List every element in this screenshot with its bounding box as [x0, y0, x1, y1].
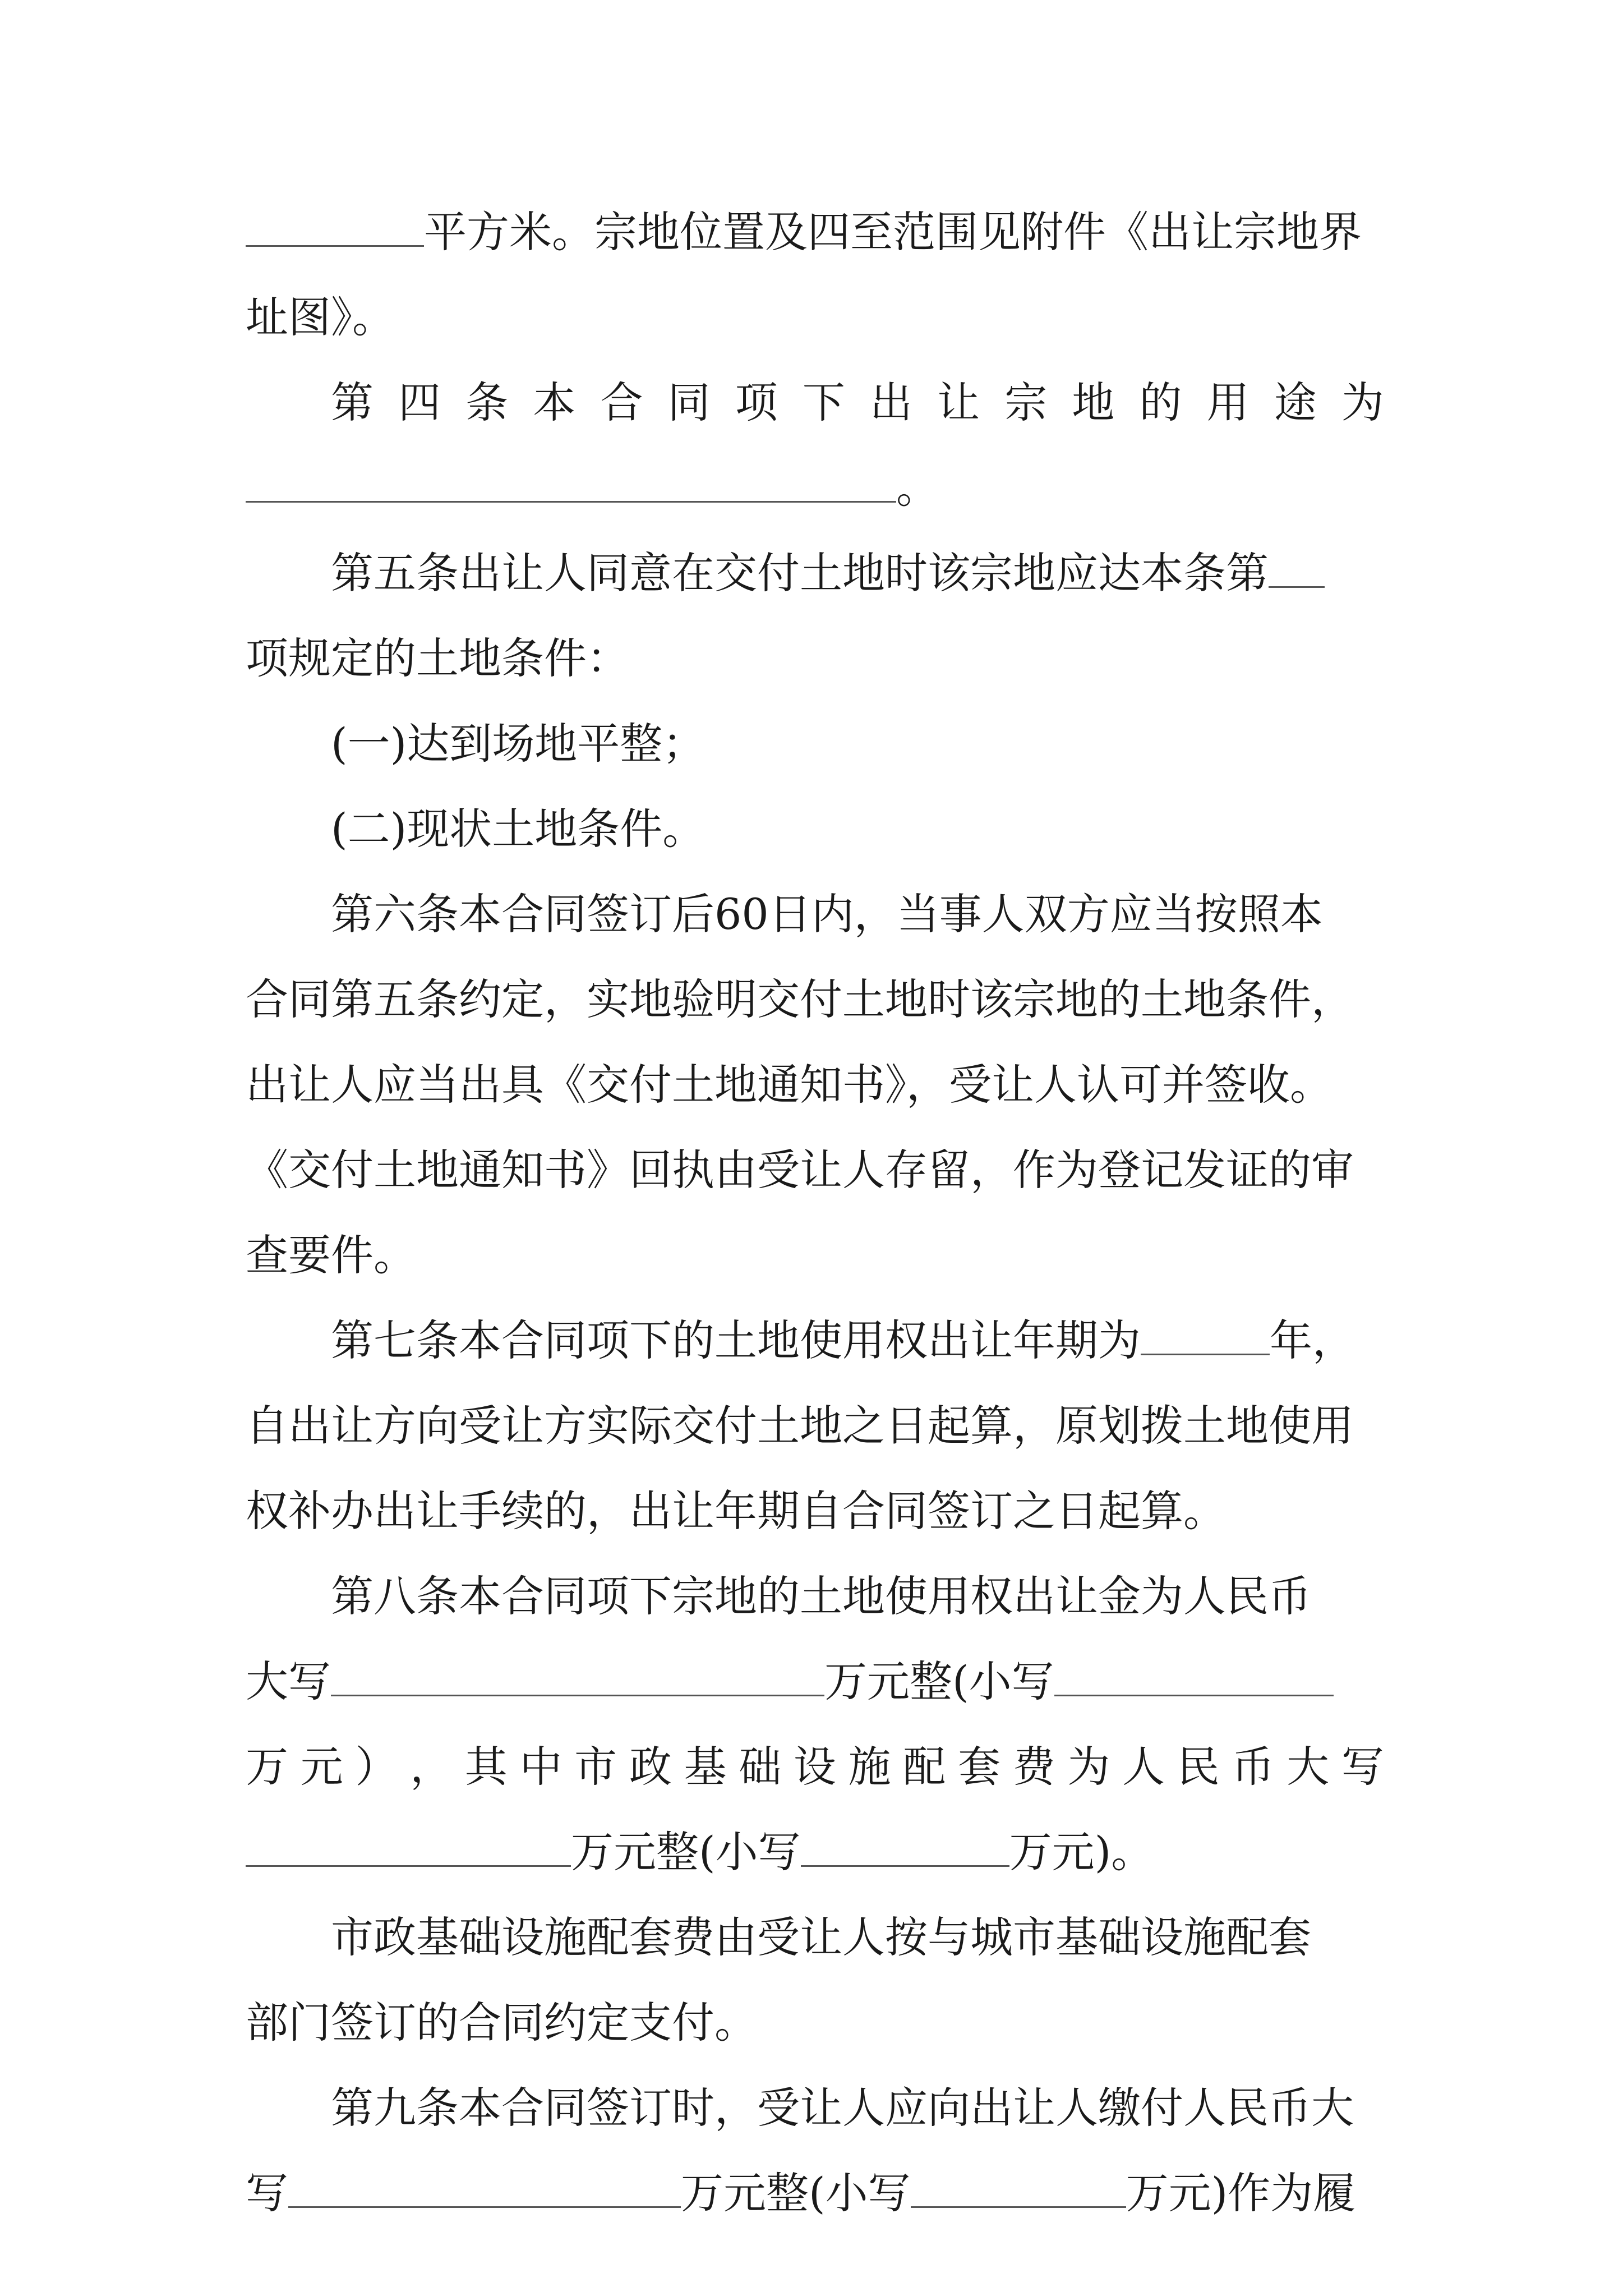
article-8-char: 人: [1122, 1742, 1165, 1792]
article-6-line-3: 出让人应当出具《交付土地通知书》，受让人认可并签收。: [246, 1060, 1332, 1110]
article-6-line-2: 合同第五条约定，实地验明交付土地时该宗地的土地条件，: [246, 974, 1354, 1024]
article-4-char: 为: [1341, 378, 1384, 427]
article-4-char: 用: [1206, 378, 1249, 427]
article-8-char: 民: [1177, 1742, 1220, 1792]
article-7-text: 第七条本合同项下的土地使用权出让年期为: [331, 1315, 1141, 1365]
article-4-char: 条: [465, 378, 509, 427]
infra-fee-line-1: 市政基础设施配套费由受让人按与城市基础设施配套: [331, 1912, 1311, 1962]
article-8-char: 大: [1287, 1742, 1330, 1792]
contract-text: [246, 190, 1384, 2236]
article-7-year-unit: 年，: [1270, 1315, 1355, 1365]
article-4-char: 下: [802, 378, 845, 427]
article-8-line-3: [246, 1724, 1384, 1810]
article-4-char: 地: [1072, 378, 1115, 427]
article-8-char: 套: [957, 1742, 1000, 1792]
article-4-char: 的: [1139, 378, 1182, 427]
blank-infra-lowercase: [801, 1832, 1009, 1867]
article-4-char: 项: [735, 378, 778, 427]
article-6-line-4: 《交付土地通知书》回执由受让人存留，作为登记发证的审: [246, 1145, 1354, 1195]
infra-fee-line-2: 部门签订的合同约定支付。: [246, 1998, 757, 2047]
article-4-char: 出: [870, 378, 912, 427]
article-7-line-1: [246, 1298, 1384, 1383]
article-8-spread: [246, 1724, 1384, 1810]
label-daxie: 大写: [246, 1657, 331, 1706]
article-8-line-1: 第八条本合同项下宗地的土地使用权出让金为人民币: [331, 1571, 1311, 1621]
article-8-char: 础: [739, 1742, 782, 1792]
blank-item-number: [1269, 553, 1325, 588]
line-map-ref: 址图》。: [246, 292, 395, 342]
article-4-char: 合: [600, 378, 643, 427]
article-8-char: 基: [684, 1742, 727, 1792]
article-4-char: 同: [667, 378, 711, 427]
label-wan-yuan-xiaoxie-2: 万元整(小写: [571, 1827, 801, 1877]
label-wan-yuan-close: 万元)。: [1009, 1827, 1154, 1877]
article-8-char: 写: [1341, 1742, 1384, 1792]
condition-item-2: (二)现状土地条件。: [331, 804, 706, 854]
article-4-heading: [246, 360, 1384, 445]
article-8-char: 政: [629, 1742, 672, 1792]
article-9-line-1: 第九条本合同签订时，受让人应向出让人缴付人民币大: [331, 2083, 1354, 2133]
line-article-4-blank: [246, 445, 1384, 531]
article-6-line-5: 查要件。: [246, 1230, 416, 1280]
article-8-char: 费: [1012, 1742, 1055, 1792]
blank-deposit-uppercase: [288, 2173, 681, 2208]
article-8-char: 币: [1232, 1742, 1275, 1792]
article-7-line-2: 自出让方向受让方实际交付土地之日起算，原划拨土地使用: [246, 1401, 1354, 1451]
article-8-char: 其: [464, 1742, 508, 1792]
line-area-tail: [246, 190, 1384, 275]
article-5-second-line: 项规定的土地条件：: [246, 633, 629, 683]
article-8-char: 施: [848, 1742, 891, 1792]
article-4-char: 四: [398, 378, 441, 427]
label-wan-yuan-xiaoxie-3: 万元整(小写: [681, 2168, 911, 2218]
article-5-first-line: [246, 531, 1384, 616]
article-8-char: ，: [410, 1742, 453, 1792]
article-8-char: 为: [1067, 1742, 1110, 1792]
article-4-char: 宗: [1004, 378, 1048, 427]
blank-land-use: [246, 467, 896, 503]
article-8-char: ）: [355, 1742, 398, 1792]
article-4-char: 本: [533, 378, 576, 427]
article-8-char: 万: [246, 1742, 288, 1792]
article-9-line-2: [246, 2151, 1384, 2236]
article-4-spread: [331, 360, 1384, 445]
blank-fee-lowercase: [1054, 1661, 1334, 1696]
article-5-text: 第五条出让人同意在交付土地时该宗地应达本条第: [331, 548, 1269, 598]
article-4-char: 第: [331, 378, 374, 427]
article-8-line-4: [246, 1810, 1384, 1895]
text-area-desc: 平方米。宗地位置及四至范围见附件《出让宗地界: [424, 207, 1362, 257]
article-6-line-1: 第六条本合同签订后60日内，当事人双方应当按照本: [331, 889, 1323, 939]
blank-term-years: [1141, 1320, 1270, 1355]
condition-item-1: (一)达到场地平整；: [331, 719, 706, 769]
article-8-char: 元: [300, 1742, 343, 1792]
article-8-line-2: [246, 1639, 1384, 1724]
blank-area: [246, 211, 424, 247]
article-8-char: 配: [903, 1742, 946, 1792]
period-mark: 。: [896, 463, 939, 513]
blank-fee-uppercase: [331, 1661, 824, 1696]
blank-infra-uppercase: [246, 1832, 571, 1867]
article-7-line-3: 权补办出让手续的，出让年期自合同签订之日起算。: [246, 1486, 1226, 1536]
label-xie: 写: [246, 2168, 288, 2218]
article-8-char: 市: [574, 1742, 617, 1792]
article-8-char: 中: [519, 1742, 562, 1792]
article-8-char: 设: [793, 1742, 836, 1792]
label-wan-yuan-xiaoxie: 万元整(小写: [824, 1657, 1054, 1706]
article-4-char: 途: [1274, 378, 1317, 427]
article-4-char: 让: [937, 378, 980, 427]
blank-deposit-lowercase: [911, 2173, 1126, 2208]
label-as-performance: 万元)作为履: [1126, 2168, 1356, 2218]
